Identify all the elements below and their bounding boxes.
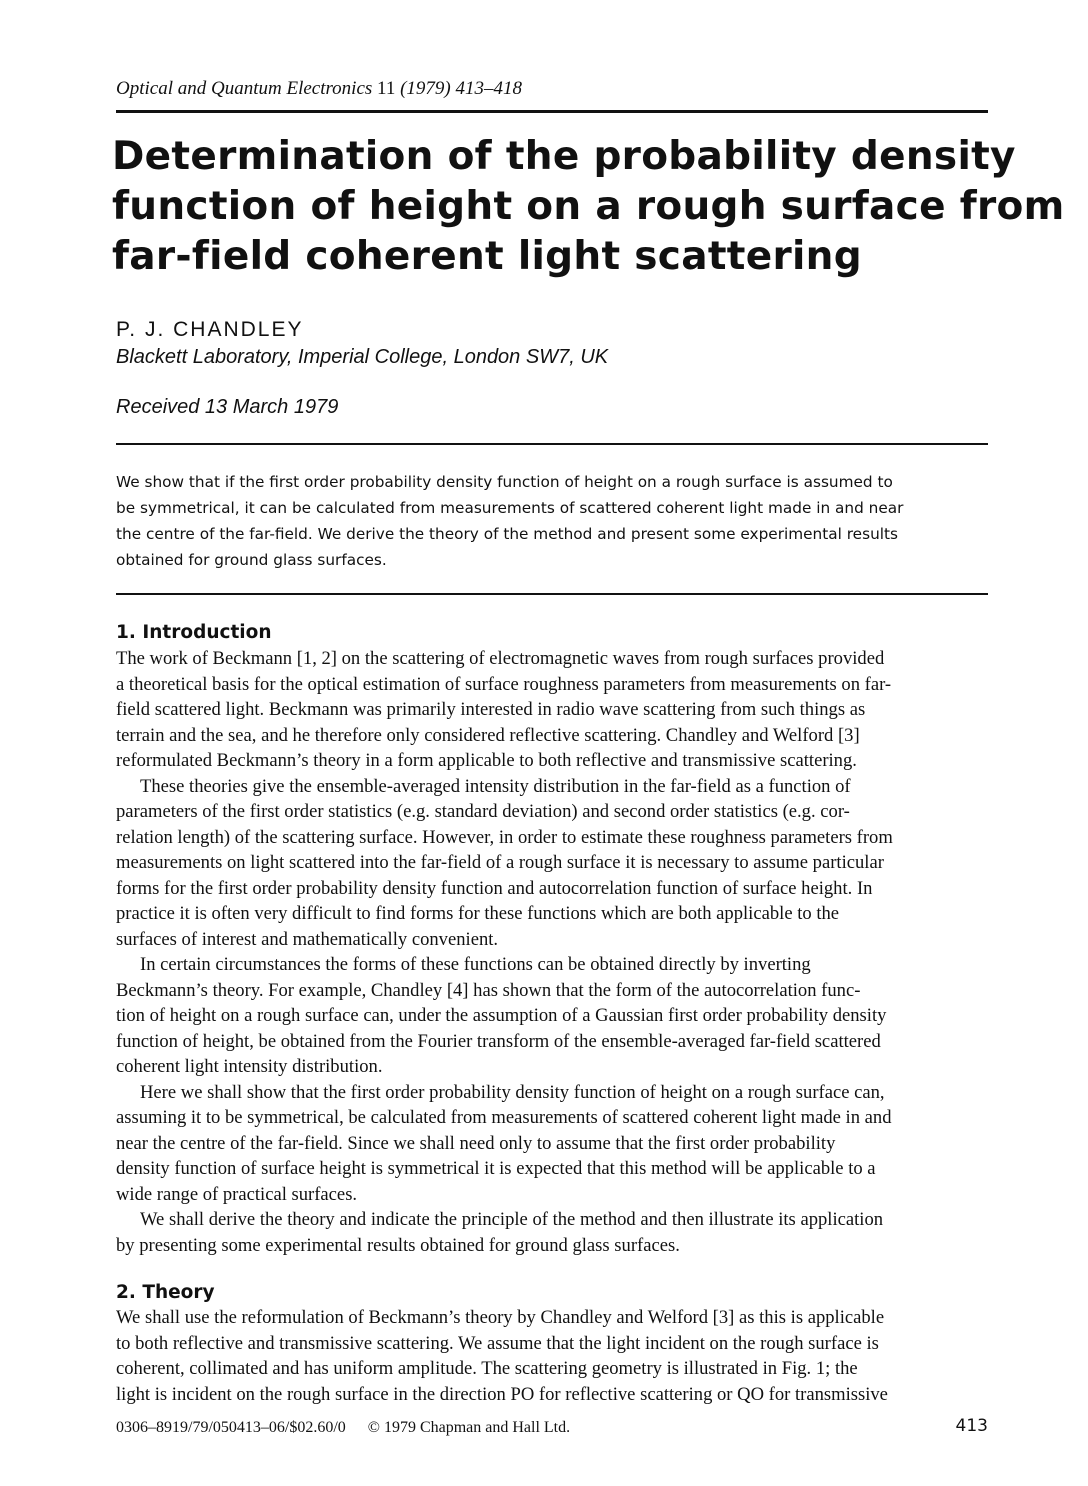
body-line: relation length) of the scattering surface. However, in order to estimate these roughness parameters from xyxy=(116,826,893,848)
header-rule xyxy=(116,110,988,113)
body-line: wide range of practical surfaces. xyxy=(116,1183,358,1205)
abstract-top-rule xyxy=(116,443,988,445)
journal-year-pages: (1979) 413–418 xyxy=(400,78,522,99)
body-line: We shall use the reformulation of Beckmann’s theory by Chandley and Welford [3] as this is applicable xyxy=(116,1307,885,1328)
abstract xyxy=(116,469,988,573)
title-line: Determination of the probability density xyxy=(112,134,1016,179)
body-line: measurements on light scattered into the far-field of a rough surface it is necessary to assume particular xyxy=(116,852,884,873)
body-line: parameters of the first order statistics (e.g. standard deviation) and second order statistics (e.g. cor- xyxy=(116,801,850,822)
paper-title xyxy=(112,132,1065,282)
abstract-line: obtained for ground glass surfaces. xyxy=(116,551,387,569)
body-line: coherent light intensity distribution. xyxy=(116,1056,383,1077)
abstract-line: We show that if the first order probability density function of height on a rough surface is assumed to xyxy=(116,473,893,491)
body-line: field scattered light. Beckmann was primarily interested in radio wave scattering from such things as xyxy=(116,699,866,720)
body-line: These theories give the ensemble-averaged intensity distribution in the far-field as a function of xyxy=(140,775,851,797)
body-line: density function of surface height is symmetrical it is expected that this method will be applicable to a xyxy=(116,1158,876,1179)
footer-code: 0306–8919/79/050413–06/$02.60/0 xyxy=(116,1419,346,1436)
body-line: In certain circumstances the forms of these functions can be obtained directly by inverting xyxy=(140,954,811,975)
body-line: a theoretical basis for the optical estimation of surface roughness parameters from measurements on far- xyxy=(116,673,892,695)
body-line: by presenting some experimental results obtained for ground glass surfaces. xyxy=(116,1234,680,1256)
body-line: reformulated Beckmann’s theory in a form applicable to both reflective and transmissive scattering. xyxy=(116,750,857,771)
author-name: P. J. CHANDLEY xyxy=(116,318,304,341)
journal-name: Optical and Quantum Electronics xyxy=(116,78,373,99)
introduction-body xyxy=(116,646,996,1258)
section-heading-theory: 2. Theory xyxy=(116,1282,215,1303)
body-line: near the centre of the far-field. Since we shall need only to assume that the first order probability xyxy=(116,1132,836,1154)
body-line: We shall derive the theory and indicate the principle of the method and then illustrate its application xyxy=(140,1209,884,1230)
footer-copyright: © 1979 Chapman and Hall Ltd. xyxy=(367,1419,571,1436)
theory-body xyxy=(116,1305,996,1407)
page-number: 413 xyxy=(955,1416,988,1436)
body-line: Here we shall show that the first order probability density function of height on a rough surface can, xyxy=(140,1081,885,1103)
abstract-line: the centre of the far-field. We derive the theory of the method and present some experimental results xyxy=(116,525,898,543)
body-line: assuming it to be symmetrical, be calculated from measurements of scattered coherent light made in and xyxy=(116,1107,892,1128)
journal-volume: 11 xyxy=(377,78,396,99)
body-line: surfaces of interest and mathematically convenient. xyxy=(116,928,499,950)
body-line: Beckmann’s theory. For example, Chandley [4] has shown that the form of the autocorrelation func- xyxy=(116,979,861,1001)
body-line: practice it is often very difficult to find forms for these functions which are both applicable to the xyxy=(116,903,840,924)
abstract-line: be symmetrical, it can be calculated from measurements of scattered coherent light made in and near xyxy=(116,499,904,517)
body-line: The work of Beckmann [1, 2] on the scattering of electromagnetic waves from rough surfaces provided xyxy=(116,648,885,669)
abstract-bottom-rule xyxy=(116,593,988,595)
section-heading-introduction: 1. Introduction xyxy=(116,622,272,643)
title-line: function of height on a rough surface from xyxy=(112,184,1065,229)
body-line: coherent, collimated and has uniform amplitude. The scattering geometry is illustrated in Fig. 1; the xyxy=(116,1358,858,1379)
body-line: light is incident on the rough surface in the direction PO for reflective scattering or QO for transmissive xyxy=(116,1383,888,1405)
author-affiliation: Blackett Laboratory, Imperial College, London SW7, UK xyxy=(116,346,609,368)
footer-info xyxy=(116,1419,570,1437)
body-line: to both reflective and transmissive scattering. We assume that the light incident on the rough surface is xyxy=(116,1332,879,1354)
body-line: forms for the first order probability density function and autocorrelation function of surface height. In xyxy=(116,877,873,899)
body-line: function of height, be obtained from the Fourier transform of the ensemble-averaged far-field scattered xyxy=(116,1030,881,1052)
title-line: far-field coherent light scattering xyxy=(112,234,862,279)
body-line: terrain and the sea, and he therefore only considered reflective scattering. Chandley and Welford [3] xyxy=(116,724,860,746)
journal-citation xyxy=(116,78,522,100)
received-date: Received 13 March 1979 xyxy=(116,396,339,418)
body-line: tion of height on a rough surface can, under the assumption of a Gaussian first order probability density xyxy=(116,1005,887,1026)
